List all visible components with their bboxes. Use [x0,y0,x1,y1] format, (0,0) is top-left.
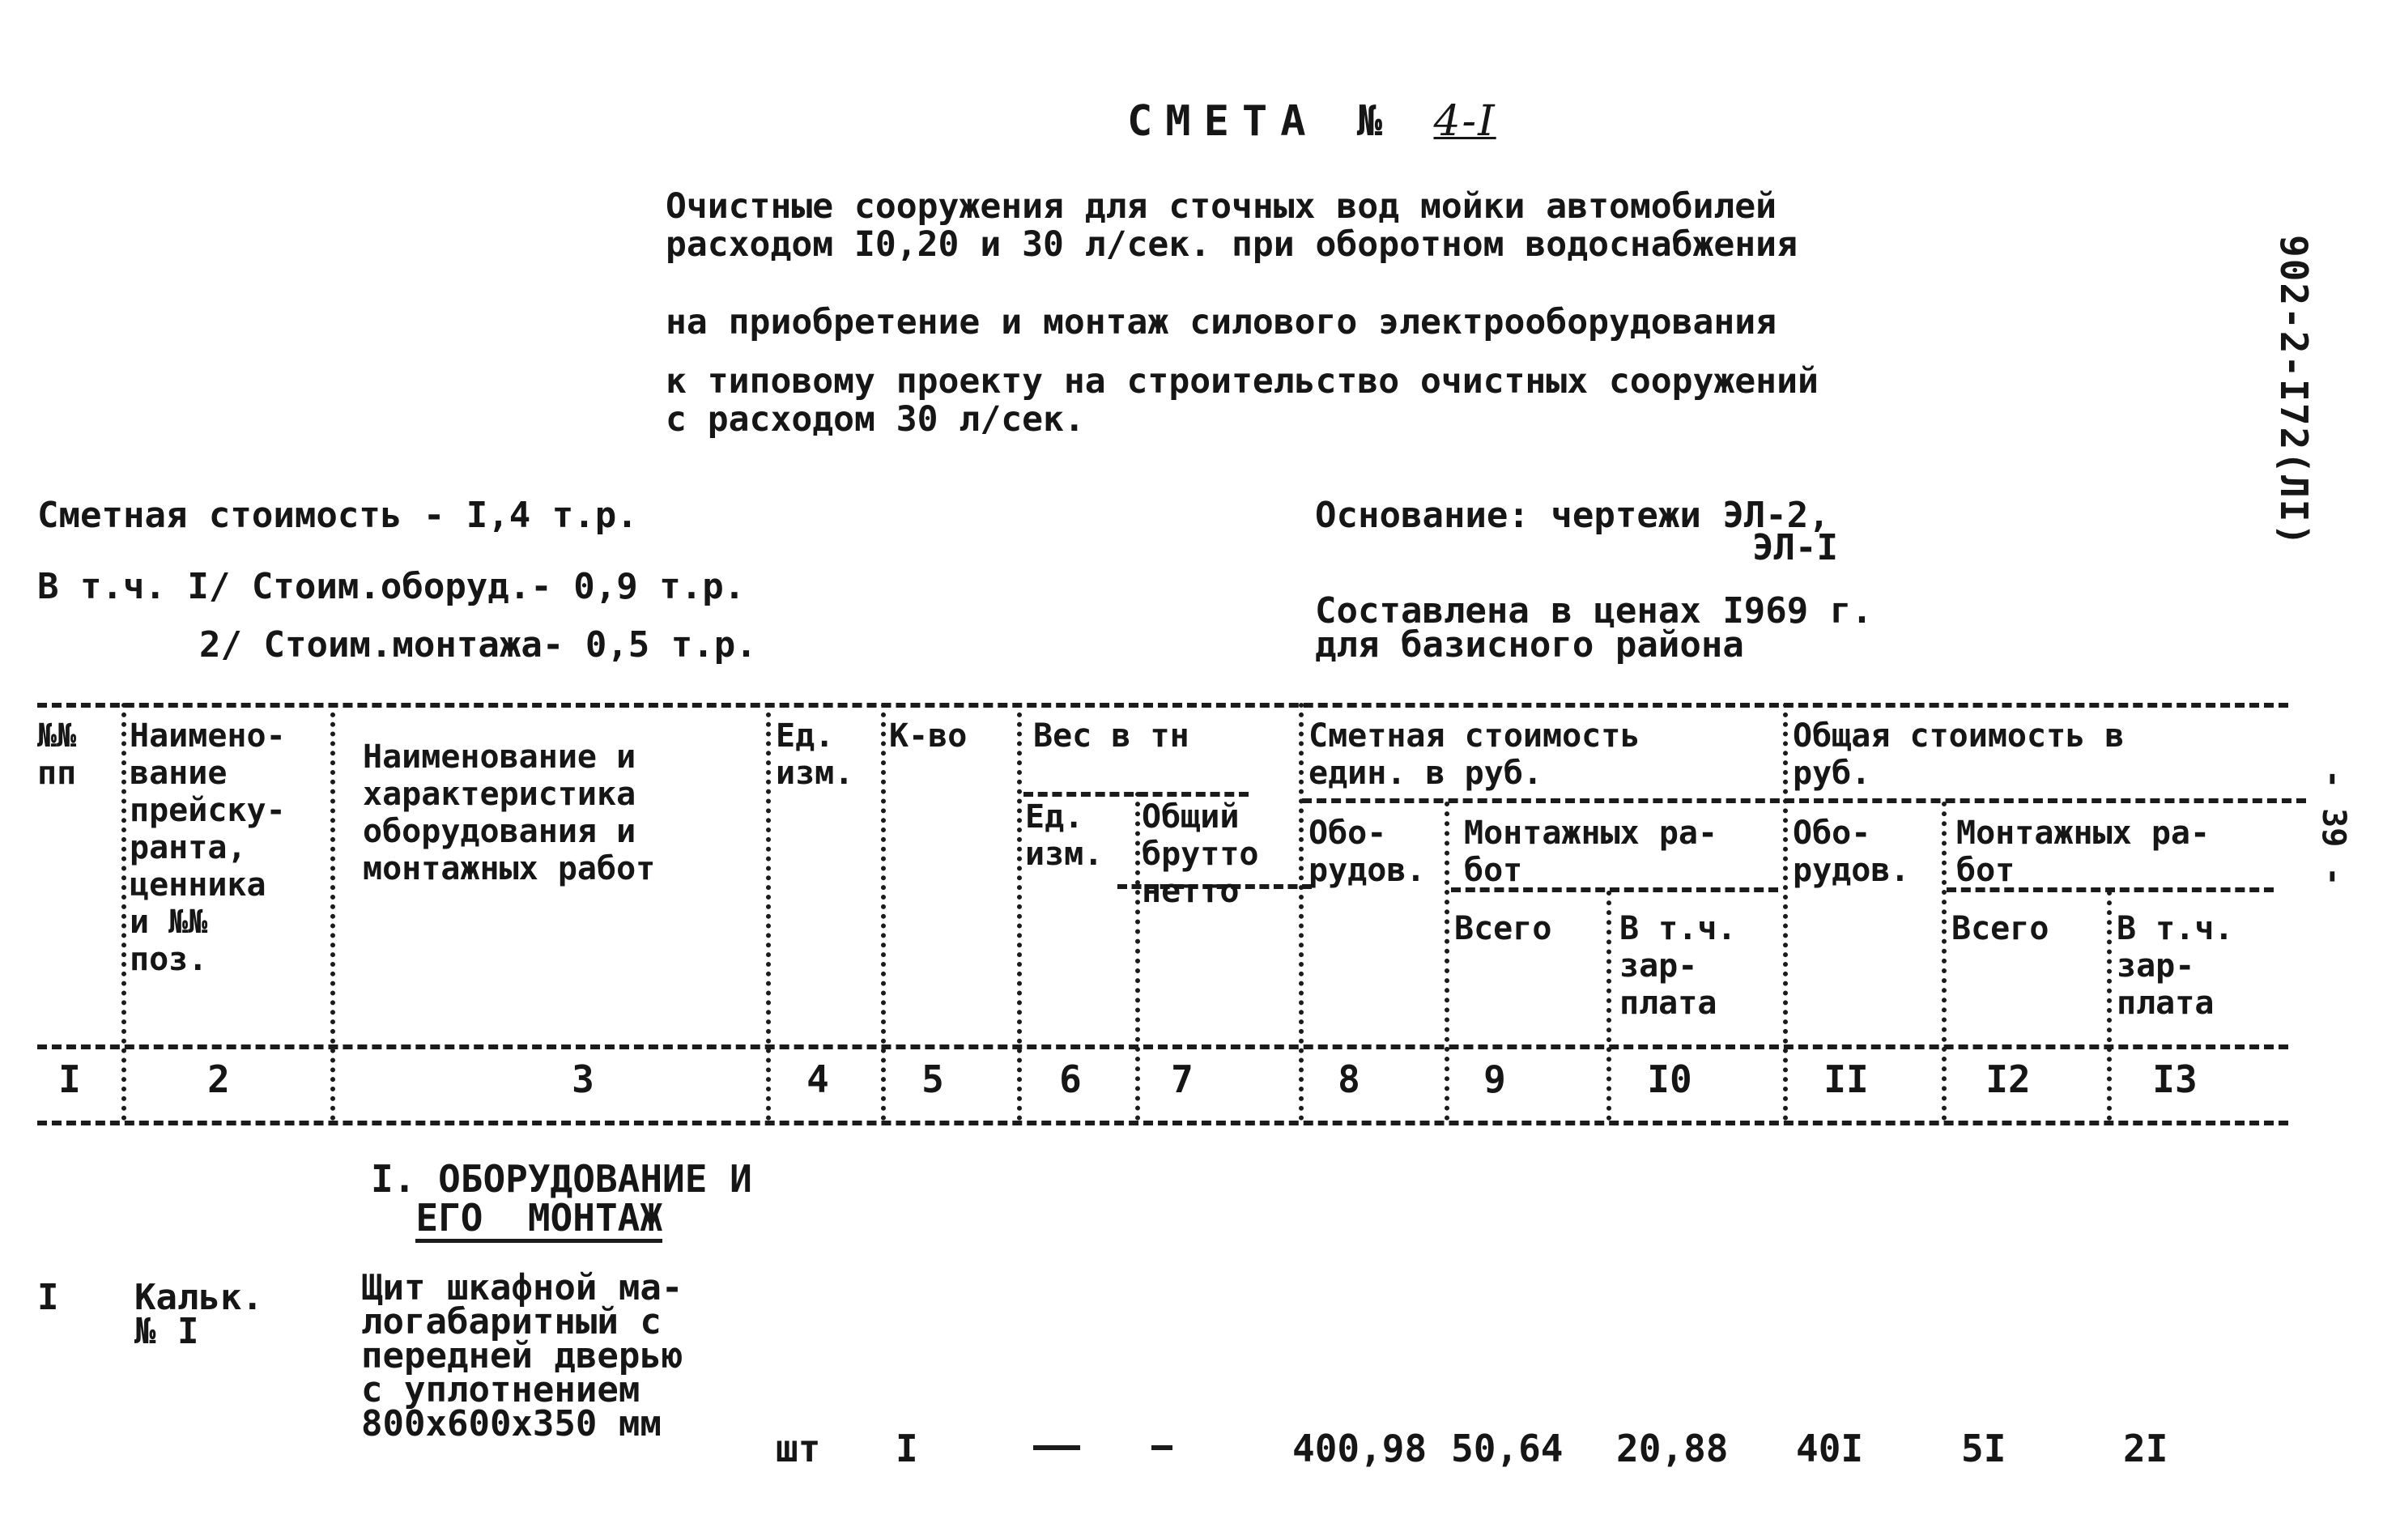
header-weight-total: Общий брутто нетто [1142,798,1259,910]
basis-drawings-2: ЭЛ-I [1752,527,1838,568]
colnum-9: 9 [1483,1057,1506,1101]
colnum-5: 5 [921,1057,944,1101]
section-title [371,1159,752,1243]
header-unit-cost-group: Сметная стоимость един. в руб. [1309,717,1640,792]
header-total-equipment: Обо- рудов. [1793,815,1910,889]
row-quantity: I [896,1427,918,1470]
subtitle-line-2: расходом I0,20 и 30 л/сек. при оборотном водоснабжения [666,224,1798,265]
row-number: I [37,1277,59,1318]
price-region: для базисного района [1315,624,1744,666]
colnum-7: 7 [1171,1057,1194,1101]
header-total-install-total: Всего [1951,910,2049,947]
col-divider-3 [766,703,771,1121]
installation-cost: 2/ Стоим.монтажа- 0,5 т.р. [199,624,757,666]
row-total-equipment: 40I [1796,1427,1864,1470]
section-title-line-2: ЕГО МОНТАЖ [415,1198,662,1243]
colnum-1: I [58,1057,81,1101]
price-year: Составлена в ценах I969 г. [1315,590,1873,632]
colnum-8: 8 [1338,1057,1360,1101]
colnum-12: I2 [1985,1057,2031,1101]
colnum-11: II [1823,1057,1869,1101]
row-total-wage: 2I [2123,1427,2168,1470]
header-unit-install-wage: В т.ч. зар- плата [1619,910,1737,1022]
colnum-2: 2 [207,1057,230,1101]
row-weight-unit-dash [1033,1445,1080,1450]
section-title-line-1: I. ОБОРУДОВАНИЕ И [371,1157,752,1201]
row-weight-total-dash [1151,1445,1172,1450]
document-code: 902-2-I72(ЛI) [2272,235,2316,548]
row-unit-cost-install-total: 50,64 [1451,1427,1564,1470]
header-total-cost-group: Общая стоимость в руб. [1793,717,2125,792]
table-top-rule [37,703,2288,708]
row-unit-cost-install-wage: 20,88 [1616,1427,1729,1470]
col-divider-10 [1783,703,1788,1121]
cost-group-rule [1302,798,2306,803]
col-divider-8 [1445,802,1449,1121]
header-unit-install-total: Всего [1454,910,1552,947]
col-divider-9 [1606,891,1611,1121]
header-weight-unit: Ед. изм. [1025,798,1104,873]
header-quantity: К-во [889,717,968,755]
basis-drawings: Основание: чертежи ЭЛ-2, [1315,495,1830,536]
col-divider-2 [330,703,335,1121]
colnum-3: 3 [572,1057,594,1101]
document-title [1127,97,1496,146]
row-unit: шт [776,1427,821,1470]
colnum-6: 6 [1059,1057,1082,1101]
row-total-install: 5I [1961,1427,2006,1470]
col-divider-7 [1299,703,1304,1121]
equipment-cost: В т.ч. I/ Стоим.оборуд.- 0,9 т.р. [37,566,746,607]
colnum-4: 4 [806,1057,829,1101]
col-divider-1 [121,703,126,1121]
col-divider-12 [2107,891,2112,1121]
header-price-list: Наимено- вание прейску- ранта, ценника и №№ поз. [130,717,286,978]
total-cost: Сметная стоимость - I,4 т.р. [37,495,638,536]
row-price-ref: Кальк. № I [134,1277,263,1352]
header-unit-install-group: Монтажных ра- бот [1464,815,1718,889]
row-description: Щит шкафной ма- логабаритный с передней дверью с уплотнением 800х600х350 мм [361,1267,683,1444]
subtitle-line-3: на приобретение и монтаж силового электрооборудования [666,302,1777,342]
subtitle-line-4: к типовому проекту на строительство очистных сооружений [666,361,1819,402]
subtitle-line-1: Очистные сооружения для сточных вод мойки автомобилей [666,186,1777,227]
header-bottom-rule [37,1044,2288,1049]
page-number: - 39 - [2315,769,2352,887]
colnum-13: I3 [2152,1057,2198,1101]
header-weight-group: Вес в тн [1033,717,1189,755]
header-description: Наименование и характеристика оборудования и монтажных работ [363,738,656,887]
header-unit-equipment: Обо- рудов. [1309,815,1426,889]
header-item-number: №№ пп [37,717,77,792]
colnum-10: I0 [1647,1057,1692,1101]
header-total-install-wage: В т.ч. зар- плата [2117,910,2234,1022]
title-number: 4-I [1433,97,1496,146]
col-divider-6 [1135,792,1140,1121]
col-divider-5 [1017,703,1022,1121]
col-divider-11 [1942,802,1947,1121]
colnum-bottom-rule [37,1121,2288,1125]
col-divider-4 [881,703,886,1121]
subtitle-line-5: с расходом 30 л/сек. [666,399,1085,440]
title-prefix: СМЕТА № [1127,97,1396,146]
header-unit: Ед. изм. [776,717,854,792]
header-total-install-group: Монтажных ра- бот [1956,815,2211,889]
row-unit-cost-equipment: 400,98 [1292,1427,1428,1470]
